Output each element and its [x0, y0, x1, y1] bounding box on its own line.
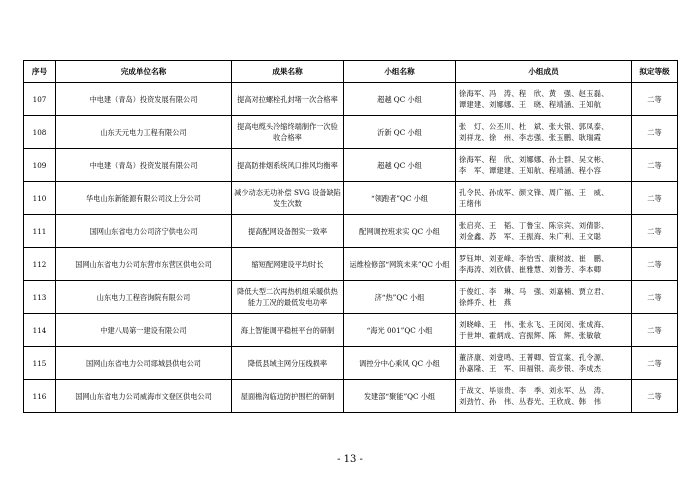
- cell-level: 二等: [632, 314, 678, 347]
- members-line: 王绪伟: [459, 199, 482, 208]
- cell-group: 沂新 QC 小组: [344, 116, 456, 149]
- table-row: [24, 182, 678, 215]
- members-line: 徐海军、冯 涛、程 欣、黄 强、赵玉磊、: [459, 89, 609, 98]
- results-table: [23, 60, 678, 413]
- cell-result: 缩短配网建设平均时长: [232, 248, 344, 281]
- cell-unit: 山东电力工程咨询院有限公司: [56, 281, 232, 314]
- cell-seq: 112: [24, 248, 56, 281]
- cell-result: 提高防排烟系统风口排风均衡率: [232, 149, 344, 182]
- cell-result: 提高配网设备图实一致率: [232, 215, 344, 248]
- header-level: 拟定等级: [632, 61, 678, 83]
- members-line: 刘金鑫、苏 军、王振海、朱广利、王文聪: [459, 232, 602, 241]
- members-line: 李 军、谭建建、王知航、程靖涵、程小容: [459, 166, 602, 175]
- members-line: 于世坤、霍炳成、宫振辉、陈 辉、张敏敏: [459, 331, 602, 340]
- cell-seq: 109: [24, 149, 56, 182]
- members-line: 于俊红、李 琳、马 强、刘嘉楠、贾立君、: [459, 287, 609, 296]
- cell-unit: 中电建（青岛）投资发展有限公司: [56, 149, 232, 182]
- cell-members: [456, 182, 632, 215]
- cell-seq: 113: [24, 281, 56, 314]
- table-row: [24, 347, 678, 380]
- table-row: [24, 380, 678, 413]
- cell-members: [456, 248, 632, 281]
- cell-unit: 国网山东省电力公司济宁供电公司: [56, 215, 232, 248]
- cell-level: 二等: [632, 347, 678, 380]
- cell-result: 降低大型二次再热机组采暖供热能力工况的最低发电功率: [232, 281, 344, 314]
- members-line: 刘祥龙、徐 州、李志强、张玉鹏、耿瑞霞: [459, 133, 602, 142]
- cell-seq: 111: [24, 215, 56, 248]
- page-number: - 13 -: [337, 454, 363, 465]
- header-result: 成果名称: [232, 61, 344, 83]
- cell-level: 二等: [632, 248, 678, 281]
- cell-level: 二等: [632, 149, 678, 182]
- table-row: [24, 248, 678, 281]
- cell-group: “领跑者”QC 小组: [344, 182, 456, 215]
- members-line: 刘劲竹、孙 伟、丛春光、王欣成、韩 伟: [459, 397, 602, 406]
- cell-result: 提高对拉螺栓孔封堵一次合格率: [232, 83, 344, 116]
- members-line: 徐海军、程 欣、刘娜娜、孙士群、吴文彬、: [459, 155, 609, 164]
- cell-seq: 110: [24, 182, 56, 215]
- members-line: 张 灯、公丕川、杜 斌、张大银、郭凤泰、: [459, 122, 609, 131]
- cell-members: [456, 347, 632, 380]
- table-row: [24, 149, 678, 182]
- members-line: 李海涛、刘欣倩、崔雅慧、刘鲁芳、李本卿: [459, 265, 602, 274]
- table-row: [24, 314, 678, 347]
- cell-unit: 国网山东省电力公司郯城县供电公司: [56, 347, 232, 380]
- members-line: 谭建建、刘娜娜、王 晓、程靖涵、王知航: [459, 100, 602, 109]
- cell-level: 二等: [632, 281, 678, 314]
- table-row: [24, 281, 678, 314]
- cell-level: 二等: [632, 182, 678, 215]
- cell-seq: 115: [24, 347, 56, 380]
- cell-unit: 国网山东省电力公司威海市文登区供电公司: [56, 380, 232, 413]
- members-line: 董济康、刘壹鸣、王菁卿、管宣案、孔令源、: [459, 353, 609, 362]
- cell-members: [456, 83, 632, 116]
- members-line: 孙嘉隆、王 军、田福银、高步银、李成杰: [459, 364, 602, 373]
- header-seq: 序号: [24, 61, 56, 83]
- header-members: 小组成员: [456, 61, 632, 83]
- members-line: 徐烨乔、杜 燕: [459, 298, 512, 307]
- cell-group: 调控分中心乘风 QC 小组: [344, 347, 456, 380]
- cell-seq: 107: [24, 83, 56, 116]
- cell-unit: 华电山东新能源有限公司汶上分公司: [56, 182, 232, 215]
- cell-level: 二等: [632, 380, 678, 413]
- cell-seq: 108: [24, 116, 56, 149]
- cell-seq: 114: [24, 314, 56, 347]
- cell-members: [456, 149, 632, 182]
- cell-result: 降低县域主网分压线损率: [232, 347, 344, 380]
- cell-members: [456, 215, 632, 248]
- cell-unit: 中电建（青岛）投资发展有限公司: [56, 83, 232, 116]
- cell-group: 超越 QC 小组: [344, 149, 456, 182]
- cell-members: [456, 314, 632, 347]
- table-row: [24, 215, 678, 248]
- members-line: 于战文、毕崇贵、李 季、刘永军、丛 涛、: [459, 386, 609, 395]
- cell-level: 二等: [632, 116, 678, 149]
- cell-members: [456, 116, 632, 149]
- cell-unit: 山东天元电力工程有限公司: [56, 116, 232, 149]
- results-table-container: [23, 60, 677, 413]
- cell-group: 发建部“聚能”QC 小组: [344, 380, 456, 413]
- cell-result: 提高电缆头冷缩终端制作一次验收合格率: [232, 116, 344, 149]
- members-line: 孔令民、孙成军、颜文锋、周广福、王 威、: [459, 188, 609, 197]
- cell-members: [456, 380, 632, 413]
- cell-seq: 116: [24, 380, 56, 413]
- cell-level: 二等: [632, 215, 678, 248]
- cell-group: “海光 001”QC 小组: [344, 314, 456, 347]
- table-row: [24, 116, 678, 149]
- cell-unit: 中建八局第一建设有限公司: [56, 314, 232, 347]
- header-group: 小组名称: [344, 61, 456, 83]
- cell-result: 海上智能调平稳桩平台的研制: [232, 314, 344, 347]
- members-line: 罗钰坤、刘亚峰、李怡雪、康树波、崔 鹏、: [459, 254, 609, 263]
- cell-result: 减少动态无功补偿 SVG 设备缺陷发生次数: [232, 182, 344, 215]
- members-line: 刘晓峰、王 伟、张永飞、王闵闵、张成海、: [459, 320, 609, 329]
- table-header-row: [24, 61, 678, 83]
- cell-unit: 国网山东省电力公司东营市东营区供电公司: [56, 248, 232, 281]
- cell-members: [456, 281, 632, 314]
- table-row: [24, 83, 678, 116]
- cell-result: 屋面檐沟临边防护围栏的研制: [232, 380, 344, 413]
- cell-group: 配网调控班求实 QC 小组: [344, 215, 456, 248]
- cell-group: 运维检修部“网筑未来”QC 小组: [344, 248, 456, 281]
- cell-group: 济“热”QC 小组: [344, 281, 456, 314]
- cell-group: 超越 QC 小组: [344, 83, 456, 116]
- members-line: 张启亮、王 韬、丁鲁宝、陈宗宾、刘倩影、: [459, 221, 609, 230]
- header-unit: 完成单位名称: [56, 61, 232, 83]
- cell-level: 二等: [632, 83, 678, 116]
